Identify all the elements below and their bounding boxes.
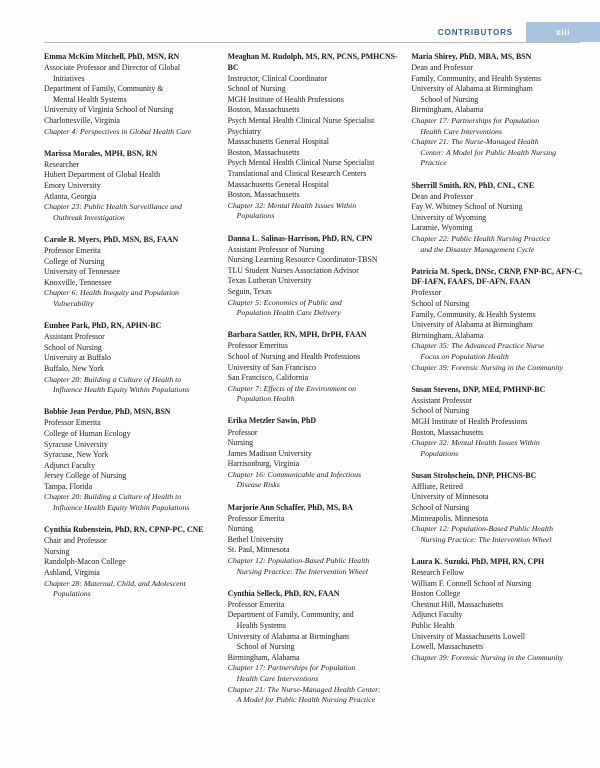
- contributor-affiliation-line: University of Massachusetts Lowell: [411, 631, 526, 641]
- contributor-affiliation-line: James Madison University: [227, 448, 312, 458]
- contributor-affiliation-line: Psych Mental Health Clinical Nurse Specialist: [227, 116, 375, 126]
- contributor-affiliation-line: University of Wyoming: [411, 212, 487, 222]
- contributor-affiliation-line: Randolph-Macon College: [44, 557, 126, 567]
- contributor-affiliation-line: Fay W. Whitney School of Nursing: [411, 202, 523, 212]
- contributor-affiliation-line: Ashland, Virginia: [44, 568, 100, 578]
- contributor-affiliation-line: School of Nursing: [420, 94, 479, 104]
- contributor-affiliation-line: School of Nursing and Health Professions: [227, 351, 361, 361]
- contributor-affiliation-line: Texas Lutheran University: [227, 276, 312, 286]
- contributor-chapter-credit: Chapter 16: Communicable and Infectious: [227, 469, 362, 479]
- contributor-chapter-credit: Chapter 21: The Nurse-Managed Health: [411, 137, 539, 147]
- contributor-entry: [44, 407, 215, 513]
- contributor-chapter-credit: Chapter 22: Public Health Nursing Practice: [411, 234, 551, 243]
- contributor-affiliation-line: Translational and Clinical Research Centers: [227, 169, 367, 179]
- contributor-chapter-credit: Center: A Model for Public Health Nursing: [420, 147, 557, 157]
- contributor-affiliation-line: University of San Francisco: [227, 362, 316, 372]
- running-header-title: CONTRIBUTORS: [437, 27, 513, 37]
- contributor-affiliation-line: University of Alabama at Birmingham: [411, 320, 533, 330]
- contributor-chapter-credit: Practice: [420, 158, 447, 168]
- contributor-affiliation-line: Adjunct Faculty: [411, 610, 463, 620]
- contributors-column: [228, 52, 399, 706]
- contributor-chapter-credit: Vulnerability: [53, 298, 94, 308]
- contributor-affiliation-line: School of Nursing: [411, 298, 470, 308]
- contributor-affiliation-line: Professor Emerita: [227, 599, 285, 609]
- contributor-name: Carole R. Myers, PhD, MSN, BS, FAAN: [44, 234, 179, 244]
- contributor-name: Marissa Morales, MPH, BSN, RN: [44, 148, 158, 158]
- contributor-entry: [411, 471, 582, 546]
- contributor-name: Barbara Sattler, RN, MPH, DrPH, FAAN: [227, 330, 367, 340]
- contributor-affiliation-line: Psych Mental Health Clinical Nurse Specialist: [227, 158, 375, 168]
- contributor-name: Sherrill Smith, RN, PhD, CNL, CNE: [411, 180, 535, 190]
- contributor-affiliation-line: Instructor, Clinical Coordinator: [227, 73, 328, 83]
- contributor-entry: [44, 321, 215, 396]
- contributor-entry: [228, 330, 399, 405]
- contributor-chapter-credit: Chapter 4: Perspectives in Global Health Care: [44, 126, 192, 136]
- contributor-entry: [228, 503, 399, 578]
- contributor-affiliation-line: Buffalo, New York: [44, 363, 104, 373]
- contributor-affiliation-line: Research Fellow: [411, 568, 465, 578]
- contributor-chapter-credit: Populations: [53, 589, 91, 599]
- contributor-entry: [411, 181, 582, 256]
- contributor-entry: [228, 416, 399, 491]
- contributor-entry: [44, 149, 215, 224]
- contributor-affiliation-line: Dean and Professor: [411, 63, 474, 73]
- contributor-entry: [411, 267, 582, 373]
- contributor-chapter-credit: Chapter 17: Partnerships for Population: [227, 663, 356, 673]
- contributor-chapter-credit: Outbreak Investigation: [53, 212, 125, 222]
- contributor-affiliation-line: MGH Institute of Health Professions: [227, 94, 344, 104]
- contributor-entry: [411, 52, 582, 169]
- contributor-chapter-credit: Populations: [420, 448, 459, 458]
- contributor-name: Bobbie Jean Perdue, PhD, MSN, BSN: [44, 407, 171, 417]
- contributor-affiliation-line: Nursing: [44, 546, 70, 556]
- contributor-affiliation-line: Public Health: [411, 621, 455, 630]
- contributor-affiliation-line: Boston College: [411, 589, 461, 599]
- contributor-affiliation-line: Emory University: [44, 181, 101, 191]
- contributor-name: Erika Metzler Sawin, PhD: [227, 416, 317, 426]
- contributor-affiliation-line: William F. Connell School of Nursing: [411, 578, 532, 588]
- contributor-name: Cynthia Rubenstein, PhD, RN, CPNP-PC, CNE: [44, 525, 204, 535]
- contributor-affiliation-line: Syracuse University: [44, 439, 108, 449]
- contributor-affiliation-line: Harrisonburg, Virginia: [227, 459, 300, 469]
- contributor-chapter-credit: Population Health: [236, 394, 295, 404]
- contributor-entry: [44, 525, 215, 600]
- contributor-affiliation-line: Syracuse, New York: [44, 450, 109, 460]
- contributor-affiliation-line: Psychiatry: [227, 126, 261, 136]
- contributor-affiliation-line: St. Paul, Minnesota: [227, 545, 290, 555]
- contributor-affiliation-line: Health Systems: [236, 621, 286, 630]
- contributor-chapter-credit: Chapter 23: Public Health Surveillance and: [44, 202, 182, 212]
- contributor-affiliation-line: Initiatives: [53, 73, 85, 83]
- contributor-name: Susan Stevens, DNP, MEd, PMHNP-BC: [411, 384, 546, 394]
- contributor-affiliation-line: College of Human Ecology: [44, 428, 131, 438]
- contributor-affiliation-line: Professor Emerita: [44, 246, 101, 255]
- contributor-affiliation-line: Assistant Professor of Nursing: [227, 244, 325, 254]
- page-number: xiii: [526, 22, 600, 42]
- contributor-affiliation-line: Affliate, Retired: [411, 481, 463, 491]
- contributor-chapter-credit: Disease Risks: [236, 480, 280, 490]
- contributor-affiliation-line: Professor Emeritus: [227, 341, 288, 351]
- contributor-affiliation-line: Assistant Professor: [44, 332, 105, 342]
- contributor-name: Susan Strohschein, DNP, PHCNS-BC: [411, 470, 537, 480]
- contributor-chapter-credit: Chapter 20: Building a Culture of Health to: [44, 374, 182, 384]
- contributor-affiliation-line: Professor: [227, 427, 258, 437]
- contributor-affiliation-line: Atlanta, Georgia: [44, 191, 97, 201]
- contributor-affiliation-line: MGH Institute of Health Professions: [411, 416, 528, 426]
- contributor-affiliation-line: TLU Student Nurses Association Advisor: [227, 265, 359, 275]
- contributor-affiliation-line: Department of Family, Community, and: [227, 610, 354, 620]
- contributor-chapter-credit: Chapter 6: Health Inequity and Population: [44, 288, 179, 298]
- contributor-affiliation-line: School of Nursing: [44, 342, 102, 352]
- contributor-affiliation-line: Professor Emerita: [44, 418, 101, 428]
- contributor-affiliation-line: University of Tennessee: [44, 267, 120, 277]
- contributors-column: [411, 52, 582, 663]
- contributor-entry: [44, 52, 215, 137]
- contributor-chapter-credit: Chapter 39: Forensic Nursing in the Community: [411, 362, 564, 372]
- contributor-affiliation-line: University of Minnesota: [411, 492, 489, 502]
- contributor-name: Maria Shirey, PhD, MBA, MS, BSN: [411, 52, 532, 61]
- contributor-affiliation-line: Birmingham, Alabama: [227, 652, 300, 662]
- contributor-affiliation-line: Birmingham, Alabama: [411, 105, 484, 115]
- contributor-name: Danna L. Salinas-Harrison, PhD, RN, CPN: [227, 233, 373, 243]
- contributor-entry: [228, 234, 399, 319]
- contributor-entry: [228, 52, 399, 222]
- contributor-chapter-credit: Focus on Population Health: [420, 351, 509, 361]
- contributor-name: Cynthia Selleck, PhD, RN, FAAN: [227, 588, 340, 598]
- contributor-affiliation-line: Tampa, Florida: [44, 481, 93, 491]
- contributor-affiliation-line: Professor: [411, 288, 442, 298]
- contributor-affiliation-line: Seguin, Texas: [227, 286, 272, 296]
- contributor-affiliation-line: Nursing: [227, 438, 254, 448]
- contributor-affiliation-line: Chestnut Hill, Massachusetts: [411, 599, 504, 609]
- contributor-name: Meaghan M. Rudolph, MS, RN, PCNS, PMHCNS-BC: [227, 52, 398, 72]
- contributor-chapter-credit: A Model for Public Health Nursing Practice: [236, 695, 376, 705]
- contributor-affiliation-line: Family, Community, and Health Systems: [411, 73, 541, 83]
- contributor-affiliation-line: Laramie, Wyoming: [411, 223, 473, 233]
- contributor-affiliation-line: Department of Family, Community &: [44, 84, 164, 94]
- contributor-affiliation-line: School of Nursing: [236, 642, 295, 652]
- contributor-affiliation-line: Bethel University: [227, 534, 284, 544]
- running-header: [0, 22, 600, 42]
- contributors-column: [44, 52, 215, 600]
- contributor-chapter-credit: Health Care Interventions: [236, 673, 319, 683]
- contributor-name: Eunhee Park, PhD, RN, APHN-BC: [44, 321, 162, 331]
- contributor-name: Marjorie Ann Schaffer, PhD, MS, BA: [227, 502, 353, 512]
- contributor-affiliation-line: Lowell, Massachusetts: [411, 642, 484, 652]
- contributor-chapter-credit: Chapter 32: Mental Health Issues Within: [411, 438, 540, 448]
- contributor-chapter-credit: and the Disaster Management Cycle: [420, 244, 535, 254]
- contributor-affiliation-line: University of Virginia School of Nursing: [44, 105, 174, 115]
- contributor-entry: [411, 385, 582, 460]
- contributor-chapter-credit: Chapter 32: Mental Health Issues Within: [227, 200, 357, 210]
- contributor-chapter-credit: Chapter 12: Population-Based Public Health: [411, 524, 553, 534]
- contributor-chapter-credit: Chapter 12: Population-Based Public Health: [227, 556, 370, 566]
- header-divider: [44, 42, 580, 43]
- contributor-affiliation-line: University of Alabama at Birmingham: [411, 84, 533, 94]
- contributor-affiliation-line: Dean and Professor: [411, 191, 474, 201]
- contributor-affiliation-line: Nursing: [227, 524, 254, 534]
- contributor-affiliation-line: Hubert Department of Global Health: [44, 170, 161, 180]
- contributor-affiliation-line: Charlottesville, Virginia: [44, 116, 120, 126]
- contributor-name: Laura K. Suzuki, PhD, MPH, RN, CPH: [411, 556, 545, 566]
- contributor-affiliation-line: Mental Health Systems: [53, 94, 127, 104]
- contributor-entry: [228, 589, 399, 706]
- contributor-chapter-credit: Population Health Care Delivery: [236, 308, 341, 318]
- contributor-chapter-credit: Nursing Practice: The Intervention Wheel: [236, 566, 368, 576]
- contributor-affiliation-line: Boston, Massachusetts: [227, 147, 300, 157]
- contributor-chapter-credit: Chapter 5: Economics of Public and: [227, 297, 342, 307]
- contributor-chapter-credit: Chapter 39: Forensic Nursing in the Community: [411, 652, 564, 662]
- contributor-chapter-credit: Chapter 21: The Nurse-Managed Health Center:: [227, 684, 381, 694]
- contributor-affiliation-line: Birmingham, Alabama: [411, 330, 484, 340]
- contributor-name: Emma McKim Mitchell, PhD, MSN, RN: [44, 52, 180, 61]
- contributor-affiliation-line: Knoxville, Tennessee: [44, 277, 112, 287]
- contributor-affiliation-line: Boston, Massachusetts: [227, 190, 300, 200]
- contributor-affiliation-line: Jersey College of Nursing: [44, 471, 127, 481]
- contributor-entry: [411, 557, 582, 663]
- contributor-chapter-credit: Chapter 28: Maternal, Child, and Adolescent: [44, 578, 186, 588]
- contributor-chapter-credit: Influence Health Equity Within Populations: [53, 503, 190, 513]
- contributor-affiliation-line: Massachusetts General Hospital: [227, 137, 329, 147]
- contributor-entry: [44, 235, 215, 310]
- contributor-affiliation-line: Assistant Professor: [411, 395, 473, 405]
- contributor-chapter-credit: Influence Health Equity Within Populations: [53, 385, 190, 395]
- contributor-affiliation-line: San Francisco, California: [227, 373, 309, 383]
- contributor-affiliation-line: School of Nursing: [411, 406, 470, 416]
- contributor-chapter-credit: Chapter 35: The Advanced Practice Nurse: [411, 341, 545, 351]
- contributor-chapter-credit: Nursing Practice: The Intervention Wheel: [420, 534, 552, 544]
- contributor-affiliation-line: Researcher: [44, 159, 80, 169]
- contributor-affiliation-line: School of Nursing: [227, 84, 286, 94]
- contributor-affiliation-line: University at Buffalo: [44, 353, 111, 363]
- contributor-affiliation-line: College of Nursing: [44, 256, 105, 266]
- contributor-affiliation-line: Massachusetts General Hospital: [227, 179, 329, 189]
- contributor-affiliation-line: Nursing Learning Resource Coordinator-TBSN: [227, 255, 378, 265]
- contributor-affiliation-line: Family, Community, & Health Systems: [411, 309, 536, 319]
- contributor-affiliation-line: Boston, Massachusetts: [227, 105, 300, 115]
- contributor-chapter-credit: Chapter 7: Effects of the Environment on: [227, 383, 357, 393]
- contributor-affiliation-line: Boston, Massachusetts: [411, 427, 484, 437]
- contributor-affiliation-line: Associate Professor and Director of Global: [44, 63, 181, 73]
- contributor-affiliation-line: School of Nursing: [411, 503, 470, 513]
- contributor-affiliation-line: Chair and Professor: [44, 536, 107, 546]
- contributor-affiliation-line: University of Alabama at Birmingham: [227, 631, 350, 641]
- contributor-chapter-credit: Health Care Interventions: [420, 126, 502, 136]
- contributor-affiliation-line: Adjunct Faculty: [44, 460, 96, 470]
- contributor-chapter-credit: Populations: [236, 211, 275, 221]
- contributor-name: Patricia M. Speck, DNSc, CRNP, FNP-BC, AFN-C, DF-IAFN, FAAFS, DF-AFN, FAAN: [411, 266, 582, 287]
- contributors-columns: [44, 52, 582, 758]
- contributor-affiliation-line: Minneapolis, Minnesota: [411, 513, 489, 523]
- contributor-chapter-credit: Chapter 20: Building a Culture of Health to: [44, 492, 182, 502]
- contributor-chapter-credit: Chapter 17: Partnerships for Population: [411, 116, 540, 126]
- contributor-affiliation-line: Professor Emerita: [227, 513, 285, 523]
